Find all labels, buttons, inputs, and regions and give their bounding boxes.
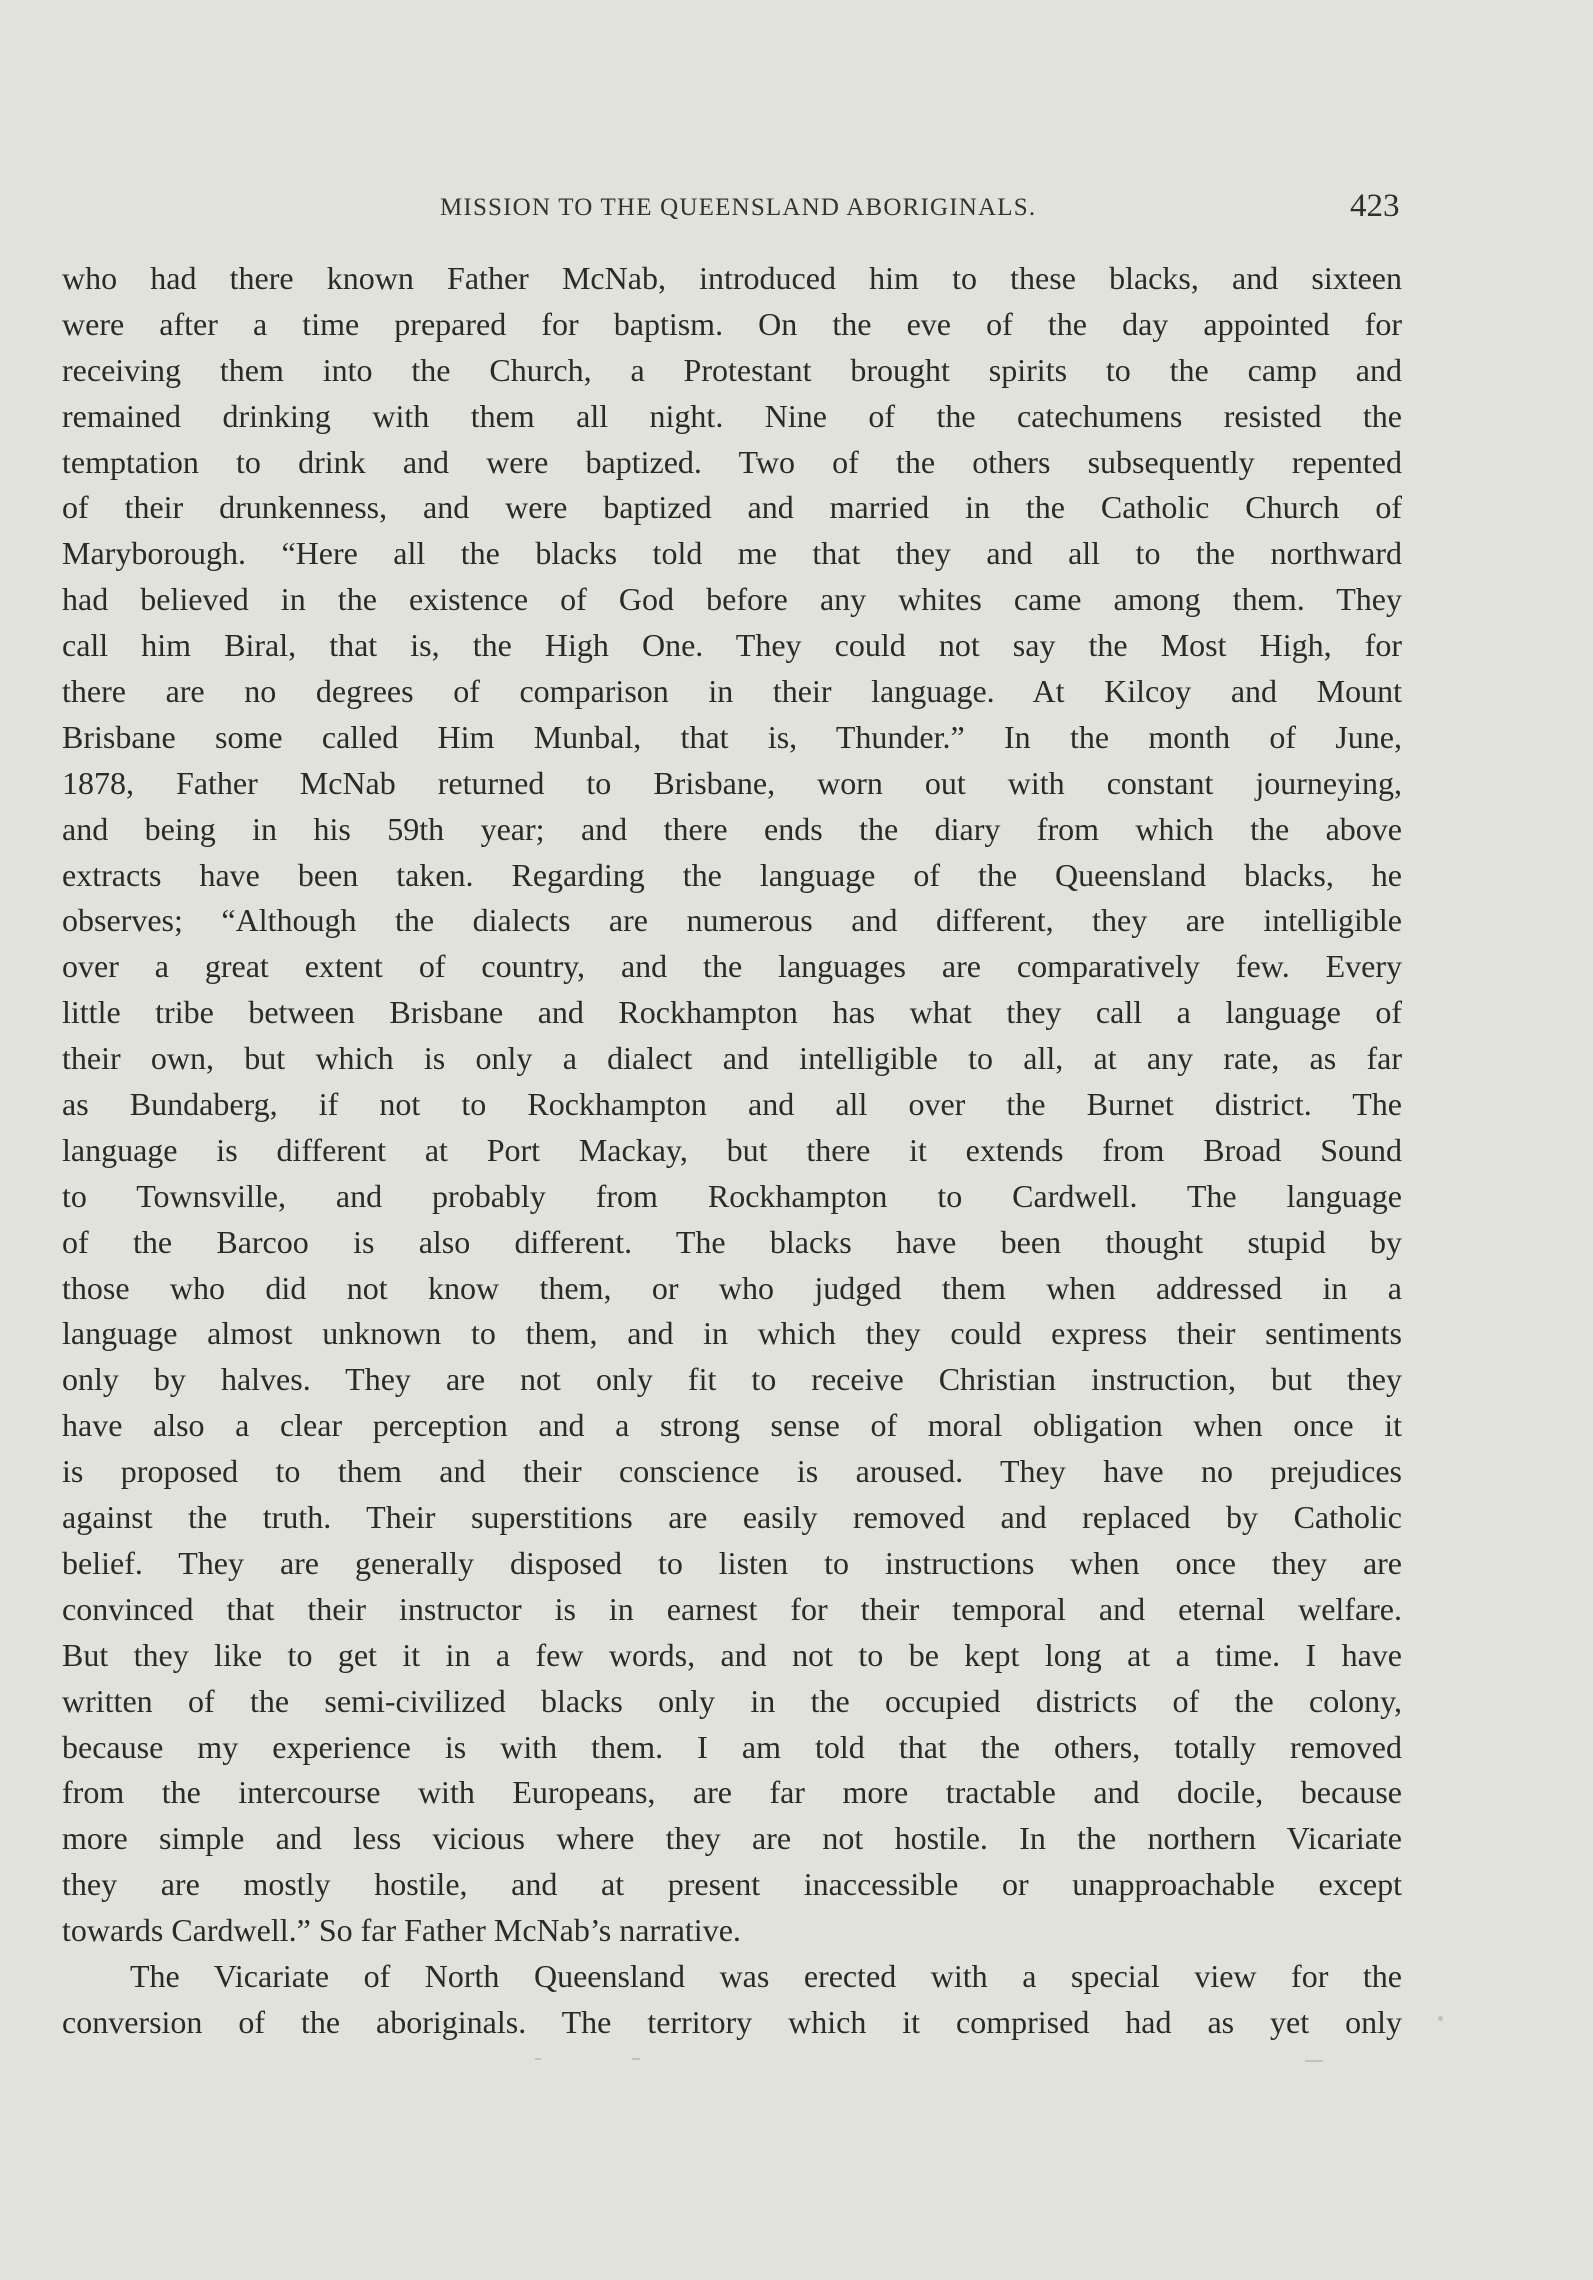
text-line: against the truth. Their superstitions are easily removed and replaced by Catholic: [62, 1499, 1402, 1536]
text-line: had believed in the existence of God before any whites came among them. They: [62, 581, 1402, 618]
running-title: MISSION TO THE QUEENSLAND ABORIGINALS.: [440, 194, 1037, 221]
text-line: extracts have been taken. Regarding the language of the Queensland blacks, he: [62, 856, 1402, 893]
text-line: temptation to drink and were baptized. Two of the others subsequently repented: [62, 443, 1402, 480]
text-line: as Bundaberg, if not to Rockhampton and all over the Burnet district. The: [62, 1086, 1402, 1123]
running-head: [0, 188, 1593, 228]
text-line: language almost unknown to them, and in which they could express their sentiments: [62, 1315, 1402, 1352]
page-number: 423: [1350, 188, 1400, 224]
text-line: written of the semi-civilized blacks only in the occupied districts of the colony,: [62, 1682, 1402, 1719]
text-line: more simple and less vicious where they are not hostile. In the northern Vicariate: [62, 1820, 1402, 1857]
text-line: 1878, Father McNab returned to Brisbane, worn out with constant journeying,: [62, 764, 1402, 801]
text-line: observes; “Although the dialects are numerous and different, they are intelligible: [62, 902, 1402, 939]
print-speck: [1305, 2060, 1323, 2062]
text-line: towards Cardwell.” So far Father McNab’s narrative.: [62, 1912, 741, 1949]
text-line: those who did not know them, or who judged them when addressed in a: [62, 1269, 1402, 1306]
text-line: conversion of the aboriginals. The territory which it comprised had as yet only: [62, 2003, 1402, 2040]
print-speck: [535, 2058, 541, 2060]
text-line: The Vicariate of North Queensland was erected with a special view for the: [130, 1957, 1402, 1994]
text-line: who had there known Father McNab, introduced him to these blacks, and sixteen: [62, 260, 1402, 296]
body-text: [62, 256, 1402, 2046]
text-line: remained drinking with them all night. Nine of the catechumens resisted the: [62, 397, 1402, 434]
text-line: call him Biral, that is, the High One. They could not say the Most High, for: [62, 627, 1402, 664]
text-line: But they like to get it in a few words, and not to be kept long at a time. I have: [62, 1636, 1402, 1673]
print-speck: [632, 2058, 640, 2060]
text-line: Brisbane some called Him Munbal, that is, Thunder.” In the month of June,: [62, 718, 1402, 755]
text-line: there are no degrees of comparison in their language. At Kilcoy and Mount: [62, 673, 1402, 710]
text-line: language is different at Port Mackay, but there it extends from Broad Sound: [62, 1131, 1402, 1168]
text-line: Maryborough. “Here all the blacks told me that they and all to the northward: [62, 535, 1402, 572]
text-line: from the intercourse with Europeans, are far more tractable and docile, because: [62, 1774, 1402, 1811]
text-line: their own, but which is only a dialect and intelligible to all, at any rate, as far: [62, 1040, 1402, 1077]
text-line: is proposed to them and their conscience is aroused. They have no prejudices: [62, 1453, 1402, 1490]
text-line: of the Barcoo is also different. The blacks have been thought stupid by: [62, 1223, 1402, 1260]
text-line: of their drunkenness, and were baptized and married in the Catholic Church of: [62, 489, 1402, 526]
text-line: were after a time prepared for baptism. On the eve of the day appointed for: [62, 305, 1402, 342]
text-line: have also a clear perception and a strong sense of moral obligation when once it: [62, 1407, 1402, 1444]
text-line: receiving them into the Church, a Protestant brought spirits to the camp and: [62, 351, 1402, 388]
text-line: belief. They are generally disposed to listen to instructions when once they are: [62, 1544, 1402, 1581]
text-line: only by halves. They are not only fit to receive Christian instruction, but they: [62, 1361, 1402, 1398]
text-line: because my experience is with them. I am told that the others, totally removed: [62, 1728, 1402, 1765]
text-line: they are mostly hostile, and at present inaccessible or unapproachable except: [62, 1866, 1402, 1903]
text-line: and being in his 59th year; and there ends the diary from which the above: [62, 810, 1402, 847]
text-line: to Townsville, and probably from Rockhampton to Cardwell. The language: [62, 1177, 1402, 1214]
text-line: over a great extent of country, and the languages are comparatively few. Every: [62, 948, 1402, 985]
print-speck: [1438, 2016, 1443, 2021]
text-line: convinced that their instructor is in earnest for their temporal and eternal welfare.: [62, 1590, 1402, 1627]
text-line: little tribe between Brisbane and Rockhampton has what they call a language of: [62, 994, 1402, 1031]
